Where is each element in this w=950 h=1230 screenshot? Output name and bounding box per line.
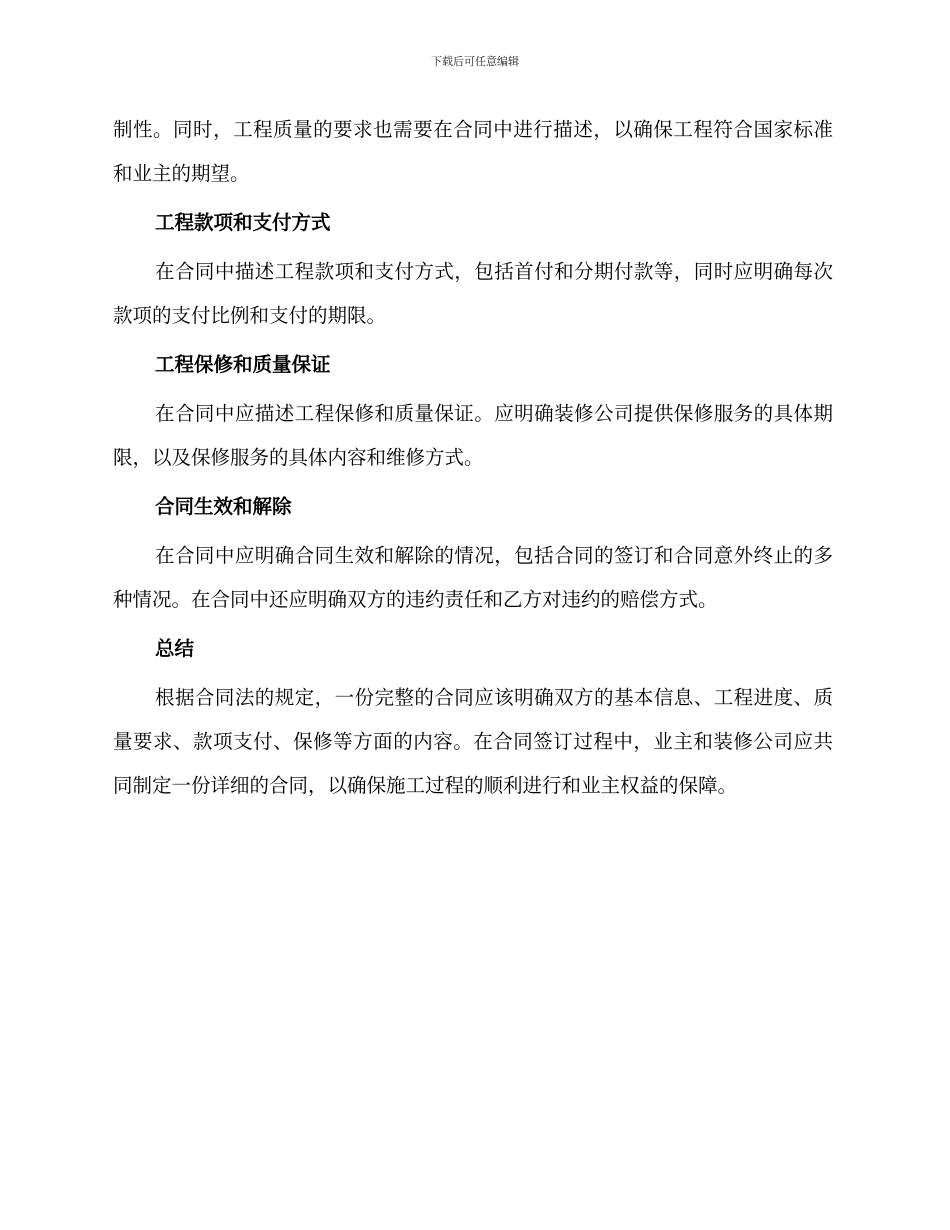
section-body-termination: 在合同中应明确合同生效和解除的情况，包括合同的签订和合同意外终止的多种情况。在合同中还应明确双方的违约责任和乙方对违约的赔偿方式。 xyxy=(113,544,833,611)
section-body-payment: 在合同中描述工程款项和支付方式，包括首付和分期付款等，同时应明确每次款项的支付比例和支付的期限。 xyxy=(113,260,833,327)
section-body-summary: 根据合同法的规定，一份完整的合同应该明确双方的基本信息、工程进度、质量要求、款项支付、保修等方面的内容。在合同签订过程中，业主和装修公司应共同制定一份详细的合同，以确保施工过程的顺利进行和业主权益的保障。 xyxy=(113,686,833,797)
section-body-warranty: 在合同中应描述工程保修和质量保证。应明确装修公司提供保修服务的具体期限，以及保修服务的具体内容和维修方式。 xyxy=(113,402,833,469)
section-heading-termination: 合同生效和解除 xyxy=(155,495,292,518)
intro-paragraph: 制性。同时，工程质量的要求也需要在合同中进行描述，以确保工程符合国家标准和业主的期望。 xyxy=(113,118,833,185)
section-heading-payment: 工程款项和支付方式 xyxy=(155,211,331,234)
section-heading-summary: 总结 xyxy=(155,637,195,660)
section-heading-warranty: 工程保修和质量保证 xyxy=(155,353,331,376)
document-body xyxy=(113,108,833,808)
page-header: 下载后可任意编辑 xyxy=(431,55,519,68)
